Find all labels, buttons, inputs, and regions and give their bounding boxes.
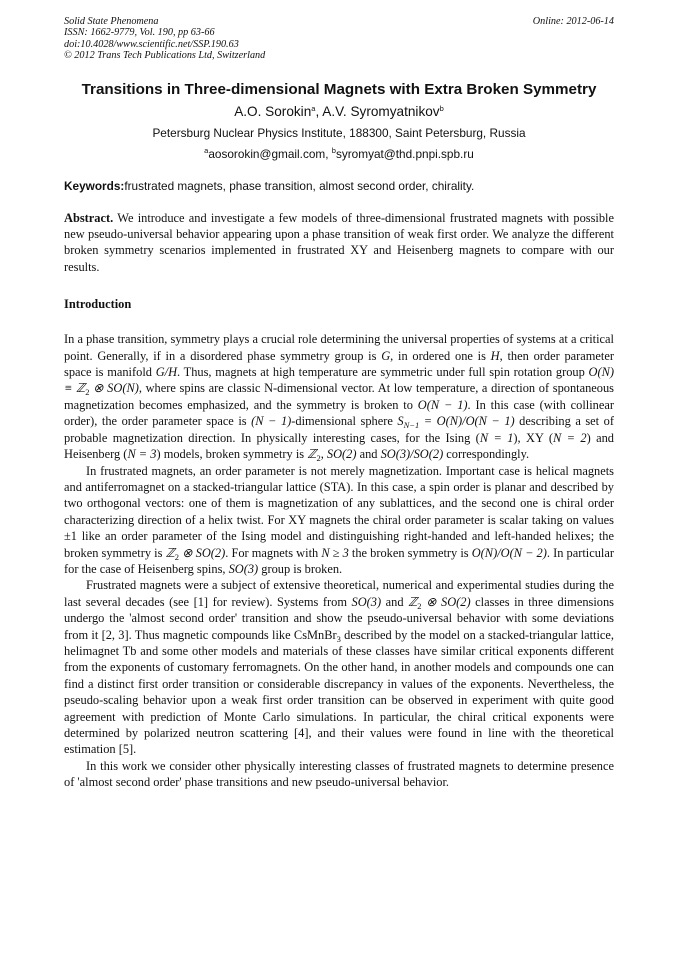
keywords — [64, 179, 614, 193]
abstract-text: We introduce and investigate a few models of three-dimensional frustrated magnets with possible new pseudo-universal behavior appearing upon a phase transition of weak first order. We analyze the different broken symmetry scenarios implemented in frustrated XY and Heisenberg magnets to compare with our results. — [64, 210, 614, 274]
online-date: Online: 2012-06-14 — [532, 16, 614, 27]
email-list — [64, 147, 614, 161]
chem-sub: 3 — [336, 633, 341, 644]
text-run: describing a set of probable magnetization direction. In physically interesting cases, for the Ising ( — [64, 414, 614, 445]
text-run: In a phase transition, symmetry plays a crucial role determining the universal properties of systems at a critical point. Generally, if in a disordered phase symmetry group is — [64, 332, 614, 363]
text-run: -dimensional sphere — [291, 414, 398, 429]
text-run: ), XY ( — [513, 430, 553, 445]
math-so2: ⊗ SO(2) — [421, 594, 471, 609]
math-sub: 2 — [316, 453, 321, 464]
text-run: ) models, broken symmetry is — [156, 447, 308, 462]
journal-issn: ISSN: 1662-9779, Vol. 190, pp 63-66 — [64, 27, 215, 39]
email-2-mark: b — [331, 145, 336, 155]
paragraph-2 — [64, 463, 614, 578]
author-separator: , — [315, 103, 323, 119]
math-sub: N−1 — [403, 420, 420, 431]
journal-name: Solid State Phenomena — [64, 16, 159, 27]
math-n-ge-3: N ≥ 3 — [321, 545, 349, 560]
math-z2: ℤ — [307, 447, 317, 462]
email-1: aosorokin@gmail.com, — [208, 146, 332, 161]
text-run: , — [320, 447, 327, 462]
text-run: the broken symmetry is — [348, 545, 472, 560]
math-son: ⊗ SO(N) — [89, 381, 139, 396]
paragraph-4: In this work we consider other physically interesting classes of frustrated magnets to determine presence of 'almost second order' phase transitions and new pseudo-universal behavior. — [64, 758, 614, 790]
email-1-mark: a — [204, 145, 209, 155]
affiliation: Petersburg Nuclear Physics Institute, 188300, Saint Petersburg, Russia — [152, 125, 526, 140]
paragraph-3 — [64, 577, 614, 757]
math-n2: N = 2 — [552, 430, 587, 445]
abstract-label: Abstract. — [64, 210, 114, 225]
journal-header — [64, 16, 614, 62]
paper-page — [64, 16, 614, 791]
text-run: Frustrated magnets were a subject of extensive theoretical, numerical and experimental studies during the last several decades (see [1] for review). Systems from — [64, 578, 614, 609]
math-so3-so2: SO(3)/SO(2) — [380, 447, 444, 462]
math-so3: SO(3) — [351, 594, 382, 609]
math-sub: 2 — [85, 387, 90, 398]
text-run: , in ordered one is — [390, 348, 491, 363]
math-z2: ℤ — [408, 594, 418, 609]
math-z2: ℤ — [165, 545, 175, 560]
math-g: G — [381, 348, 391, 363]
math-sub: 2 — [417, 600, 422, 611]
keywords-label: Keywords: — [64, 178, 125, 193]
paragraph-1 — [64, 331, 614, 462]
math-g-over-h: G/H — [155, 365, 178, 380]
math-h: H — [490, 348, 500, 363]
text-run: classes in three dimensions undergo the 'almost second order' transition and show the pseudo-universal behavior with some deviations from it [2, 3]. Thus magnetic compounds like CsMnBr — [64, 594, 614, 642]
section-heading: Introduction — [64, 297, 132, 312]
math-sphere-eq: = O(N)/O(N − 1) — [419, 414, 515, 429]
text-run: and — [356, 447, 381, 462]
text-run: . In this case (with collinear order), the order parameter space is — [64, 397, 614, 429]
math-n3: N = 3 — [127, 447, 157, 462]
author-1-mark: a — [311, 103, 316, 113]
author-list — [64, 104, 614, 119]
introduction-body — [64, 331, 614, 790]
journal-copyright: © 2012 Trans Tech Publications Ltd, Switzerland — [64, 50, 266, 62]
math-so3: SO(3) — [228, 561, 259, 576]
author-2: A.V. Syromyatnikov — [322, 103, 440, 119]
math-so2: ⊗ SO(2) — [179, 545, 226, 560]
math-sphere: S — [397, 414, 404, 429]
text-run: . Thus, magnets at high temperature are symmetric under full spin rotation group — [177, 365, 589, 380]
text-run: group is broken. — [258, 561, 343, 576]
email-2: syromyat@thd.pnpi.spb.ru — [335, 146, 474, 161]
math-n1: N = 1 — [479, 430, 514, 445]
author-2-mark: b — [439, 103, 444, 113]
math-on: O(N) ≡ ℤ — [64, 365, 614, 396]
math-n-1: (N − 1) — [251, 414, 292, 429]
text-run: ) and Heisenberg ( — [64, 430, 614, 462]
abstract — [64, 210, 614, 276]
journal-doi: doi:10.4028/www.scientific.net/SSP.190.63 — [64, 38, 239, 50]
text-run: , then order parameter space is manifold — [64, 348, 614, 380]
math-on-on2: O(N)/O(N − 2) — [471, 545, 547, 560]
paper-title: Transitions in Three-dimensional Magnets with Extra Broken Symmetry — [81, 80, 597, 98]
math-so2: SO(2) — [326, 447, 357, 462]
text-run: , where spins are classic N-dimensional vector. At low temperature, a direction of spontaneous magnetization becomes emphasized, and the symmetry is broken to — [64, 381, 615, 412]
math-sub: 2 — [174, 551, 180, 562]
keywords-text: frustrated magnets, phase transition, almost second order, chirality. — [124, 178, 475, 193]
text-run: correspondingly. — [443, 447, 530, 462]
text-run: . For magnets with — [225, 545, 322, 560]
text-run: described by the model on a stacked-triangular lattice, helimagnet Tb and some other models and materials of these classes have similar critical exponents different from the exponents of customary ferromagnets. On the other hand, in another models and compounds one can find a distinct first order transition or considerable discrepancy in values of the exponents. Nevertheless, the pseudo-scaling behavior upon a weak first order transition can be observed in experiment with quite good agreement with prediction of Monte Carlo simulations. In particular, the chiral critical exponents were determined by polarized neutron scattering [4], and their values were found in line with the theoretical estimation [5]. — [64, 627, 614, 757]
text-run: and — [381, 594, 409, 609]
text-run: . In particular for the case of Heisenberg spins, — [64, 545, 614, 576]
text-run: In frustrated magnets, an order parameter is not merely magnetization. Important case is helical magnets and antiferromagnet on a stacked-triangular lattice (STA). In this case, a spin order is planar and described by two orthogonal vectors: one of them is magnetization of any sublattices, and the second one is chiral order characterizing direction of a helix twist. For XY magnets the chiral order parameter is scalar taking on values ±1 like an order parameter of the Ising model and distinguishing right-handed and left-handed helixes; the broken symmetry is — [64, 463, 614, 560]
author-1: A.O. Sorokin — [234, 103, 312, 119]
math-on-1: O(N − 1) — [417, 397, 468, 412]
